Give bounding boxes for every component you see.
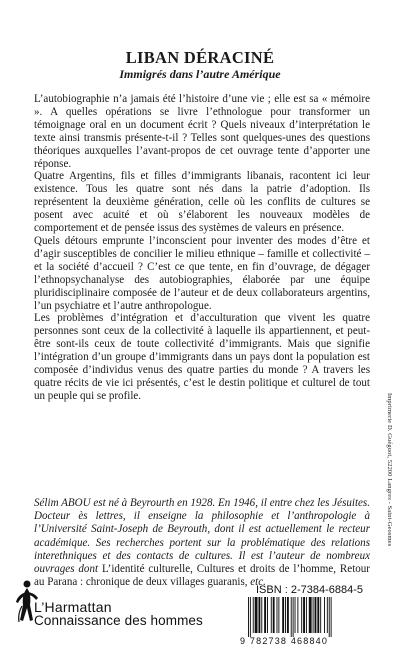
author-bio-italic: Sélim ABOU est né à Beyrourth en 1928. En 1946, il entre chez les Jésuites. Docteur ès lettres, il enseigne la philosophie et l’anthropologie à l’Université Saint-Joseph de Beyrouth, dont il est actuellement le recteur académique. Ses recherches portent sur la problématique des relations interethniques et des contacts de cultures. Il est l’auteur de nombreux ouvrages dont [34, 497, 370, 576]
author-bio [34, 497, 370, 589]
blurb [34, 93, 370, 403]
printer-imprint: Imprimerie D. Guéguot, 52200 Langres - Saint-Geosmes [386, 393, 393, 547]
author-bio-works: L’identité culturelle, Cultures et droits de l’homme, Retour au Parana : chronique de deux villages guaranis, [34, 563, 370, 589]
blurb-paragraph: Quels détours emprunte l’inconscient pour inventer des modes d’être et d’agir susceptibles de concilier le milieu ethnique – famille et collectivité – et la société d’accueil ? C’est ce que tente, en fin d’ouvrage, de dégager l’ethnopsychanalyse des autobiographies, élaborée par une équipe pluridisciplinaire composée de l’auteur et de deux collaborateurs argentins, l’un psychiatre et l’autre anthropologue. [34, 234, 370, 312]
barcode-digits: 9 782738 468840 [240, 636, 329, 646]
blurb-paragraph: L’autobiographie n’a jamais été l’histoire d’une vie ; elle est sa « mémoire ». A quelles opérations se livre l’ethnologue pour transformer un témoignage oral en un document écrit ? Quels niveaux d’interprétation le texte ainsi transmis présente-t-il ? Telles sont quelques-unes des questions théoriques auxquelles l’avant-propos de cet ouvrage tente d’apporter une réponse. [34, 93, 370, 170]
collection-name: Connaissance des hommes [34, 613, 203, 628]
publisher-name: L’Harmattan [34, 599, 112, 615]
blurb-paragraph: Les problèmes d’intégration et d’acculturation que vivent les quatre personnes sont ceux de la collectivité à laquelle ils appartiennent, et peut-être sont-ils ceux de toute collectivité d’immigrants. Mais que signifie l’intégration d’un groupe d’immigrants dans un pays dont la population est composée d’individus venus des quatre parties du monde ? A travers les quatre récits de vie ici présentés, c’est le destin politique et culturel de tout un peuple qui se profile. [34, 312, 370, 402]
publisher-block [34, 600, 203, 628]
book-title: LIBAN DÉRACINÉ [125, 48, 275, 67]
book-subtitle: Immigrés dans l’autre Amérique [119, 67, 281, 81]
isbn-label: ISBN : 2-7384-6884-5 [256, 584, 364, 596]
author-bio-etc: etc. [250, 576, 266, 589]
blurb-paragraph: Quatre Argentins, fils et filles d’immigrants libanais, racontent ici leur existence. Tous les quatre sont nés dans la patrie d’adoption. Ils représentent la deuxième génération, celle où les conflits de cultures se posent avec acuité et où s’élaborent les nouveaux modèles de comportement et de pensée issus des systèmes de valeurs en présence. [34, 170, 370, 235]
